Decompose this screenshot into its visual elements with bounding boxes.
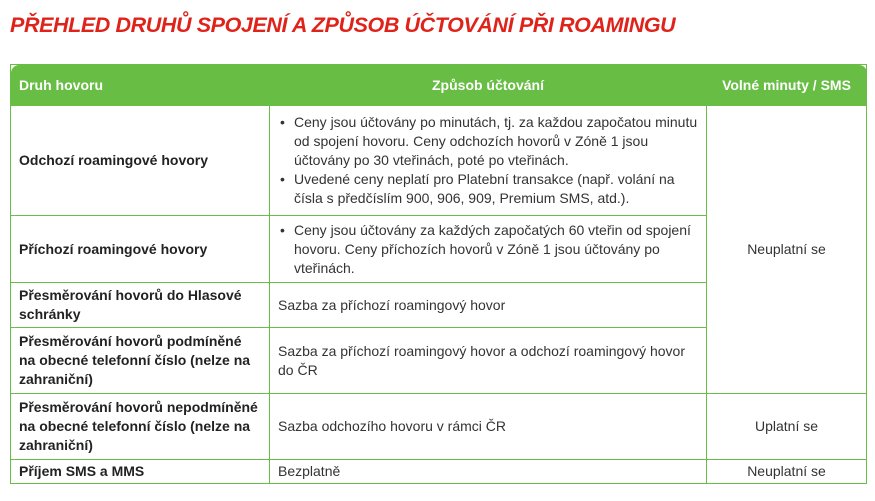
table-row	[11, 460, 867, 484]
billing-cell: Sazba odchozího hovoru v rámci ČR	[270, 394, 707, 460]
table-row	[11, 106, 867, 216]
billing-bullet: • Ceny jsou účtovány za každých započatých 60 vteřin od spojení hovoru. Ceny příchozích hovorů v Zóně 1 jsou účtovány po vteřinách.	[294, 221, 698, 278]
billing-bullet-list	[278, 221, 698, 278]
billing-cell	[270, 106, 707, 216]
billing-bullet-list	[278, 113, 698, 208]
page-title: PŘEHLED DRUHŮ SPOJENÍ A ZPŮSOB ÚČTOVÁNÍ PŘI ROAMINGU	[10, 13, 676, 37]
call-type-cell: Odchozí roamingové hovory	[11, 106, 270, 216]
billing-cell: Sazba za příchozí roamingový hovor a odchozí roamingový hovor do ČR	[270, 328, 707, 394]
header-billing-method: Způsob účtování	[270, 65, 707, 106]
call-type-cell: Přesměrování hovorů podmíněné na obecné telefonní číslo (nelze na zahraniční)	[11, 328, 270, 394]
billing-cell	[270, 216, 707, 283]
free-minutes-cell: Neuplatní se	[707, 106, 867, 394]
header-call-type: Druh hovoru	[11, 65, 270, 106]
call-type-cell: Příjem SMS a MMS	[11, 460, 270, 484]
call-type-cell: Příchozí roamingové hovory	[11, 216, 270, 283]
table-row	[11, 394, 867, 460]
billing-cell: Sazba za příchozí roamingový hovor	[270, 283, 707, 328]
billing-bullet: • Uvedené ceny neplatí pro Platební transakce (např. volání na čísla s předčíslím 900, 906, 909, Premium SMS, atd.).	[294, 170, 698, 208]
free-minutes-cell: Neuplatní se	[707, 460, 867, 484]
free-minutes-cell: Uplatní se	[707, 394, 867, 460]
billing-bullet: • Ceny jsou účtovány po minutách, tj. za každou započatou minutu od spojení hovoru. Ceny odchozích hovorů v Zóně 1 jsou účtovány po 30 vteřinách, poté po vteřinách.	[294, 113, 698, 170]
billing-cell: Bezplatně	[270, 460, 707, 484]
call-type-cell: Přesměrování hovorů nepodmíněné na obecné telefonní číslo (nelze na zahraniční)	[11, 394, 270, 460]
call-type-cell: Přesměrování hovorů do Hlasové schránky	[11, 283, 270, 328]
header-free-minutes: Volné minuty / SMS	[707, 65, 867, 106]
roaming-billing-table	[10, 64, 867, 484]
table-header-row	[11, 65, 867, 106]
